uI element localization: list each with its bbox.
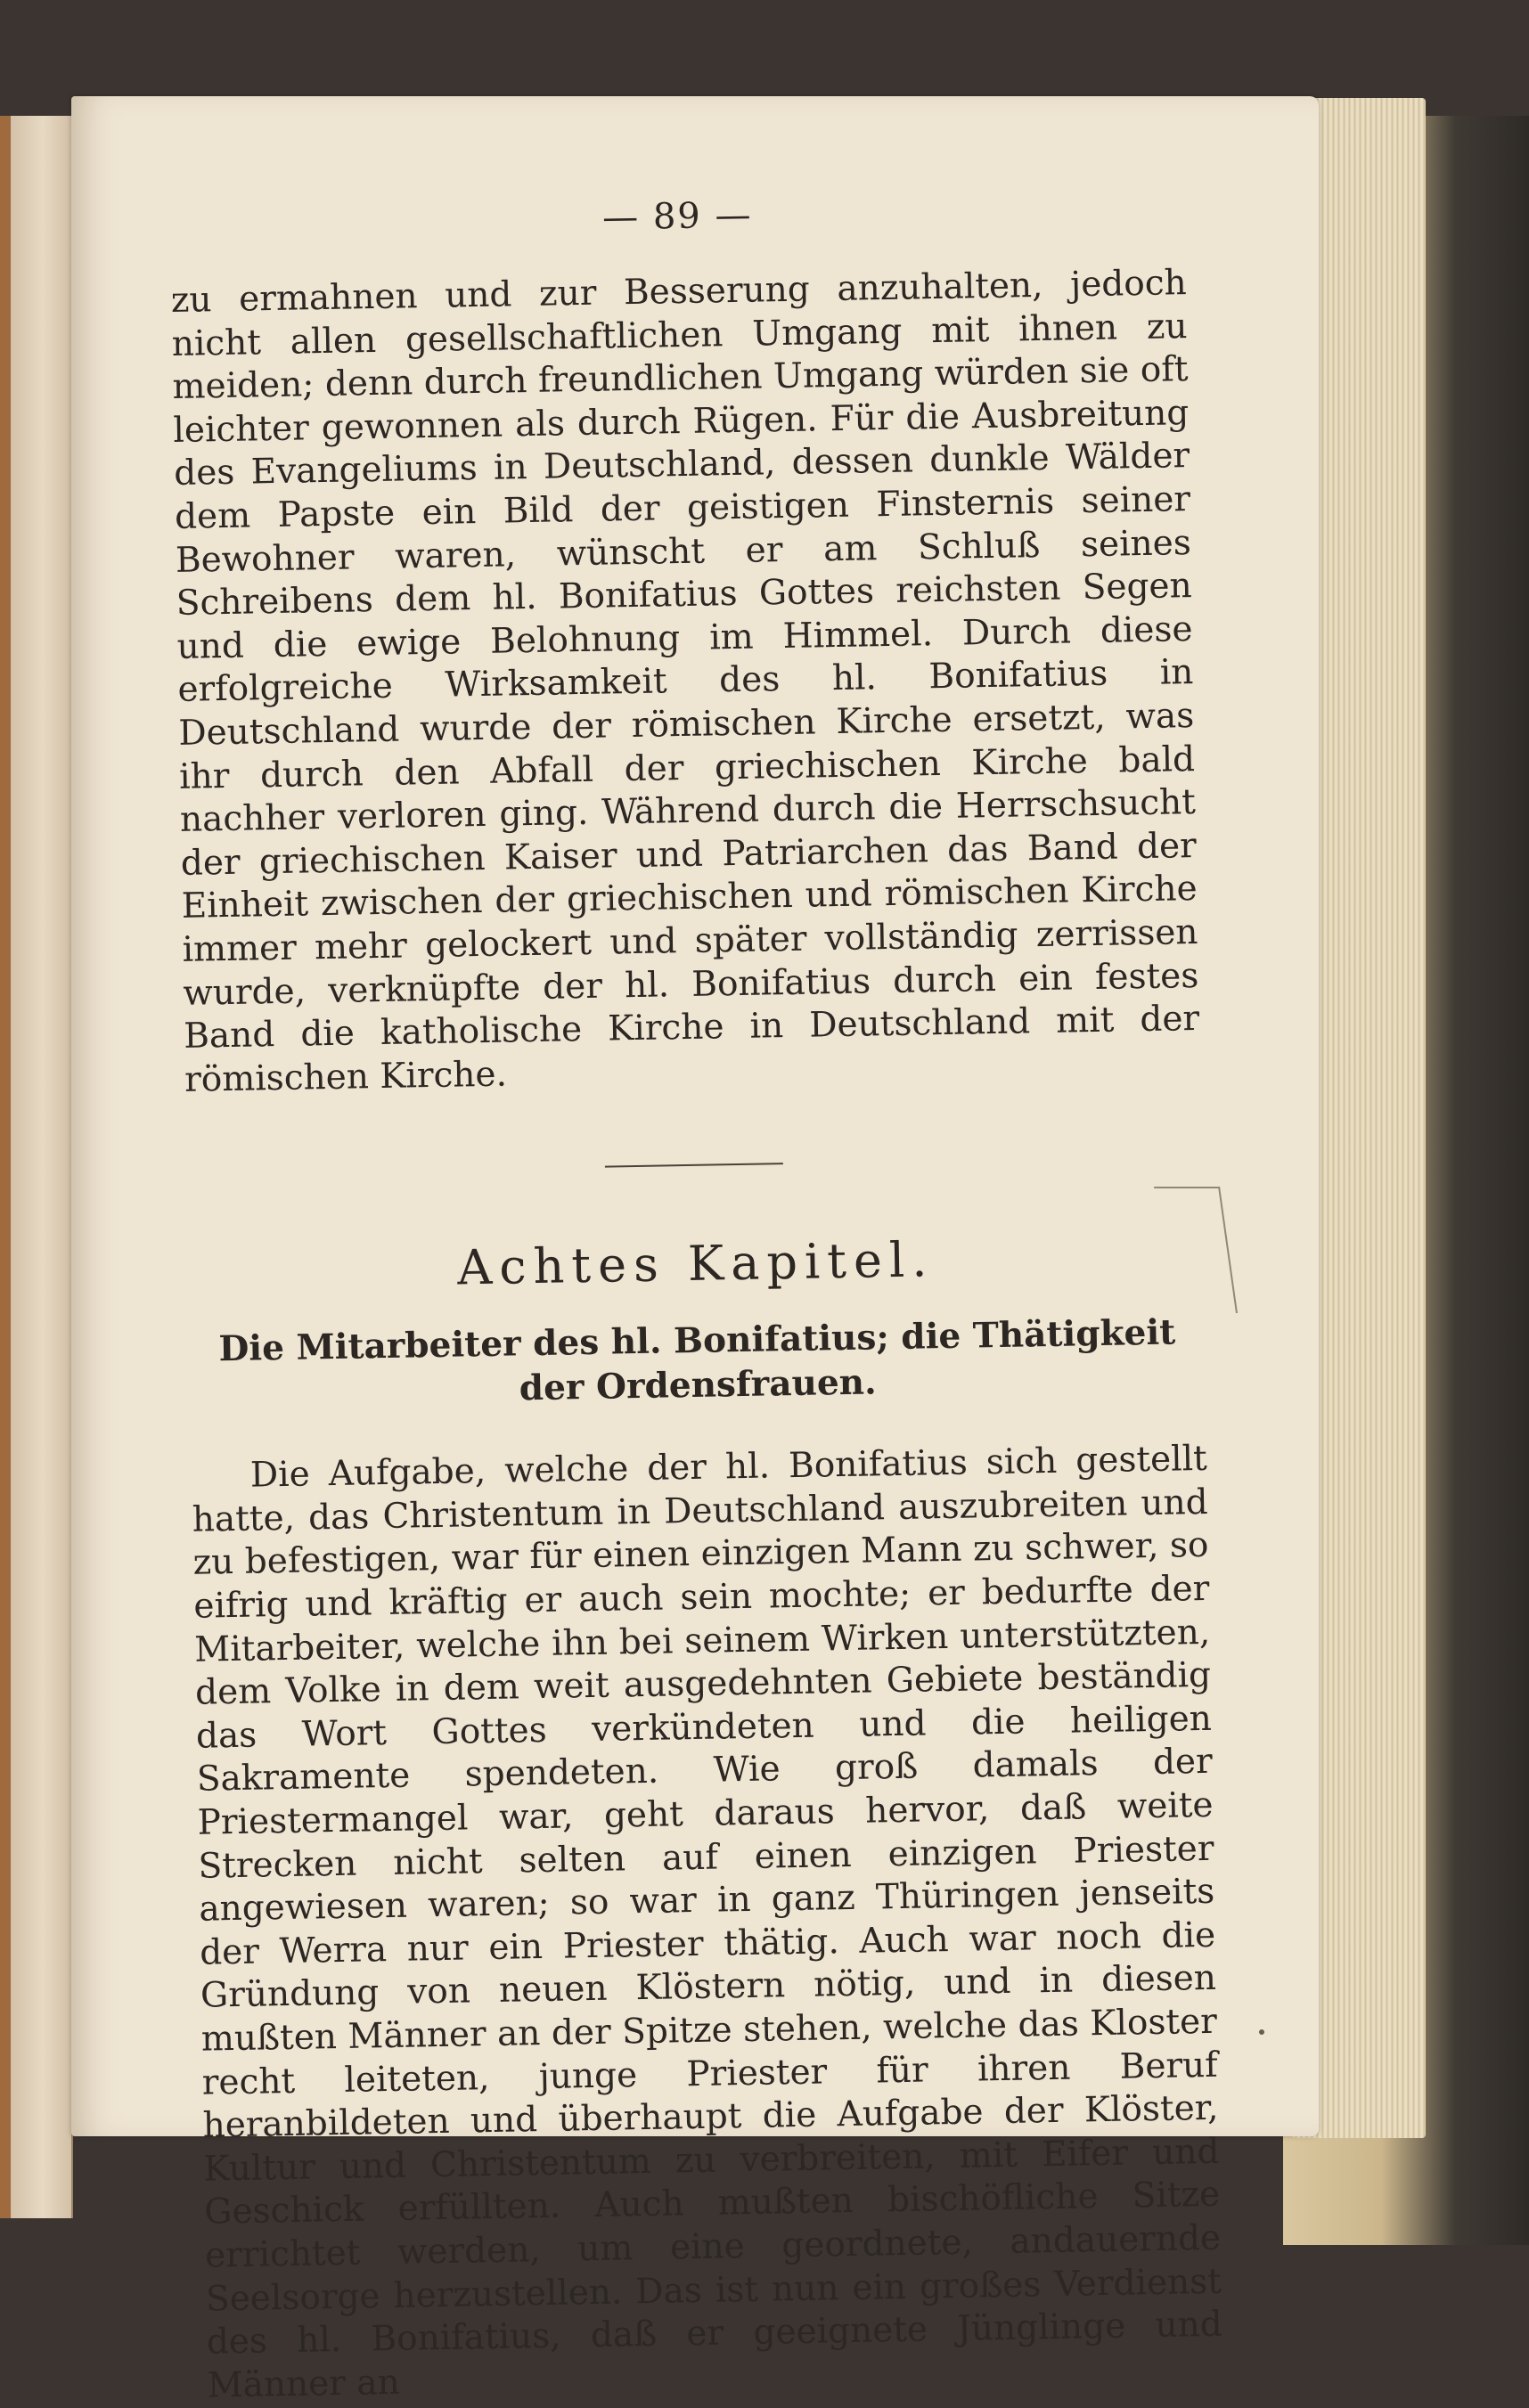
page-number: — 89 — [601,194,753,239]
chapter-paragraph: Die Aufgabe, welche der hl. Bonifatius sich gestellt hatte, das Christentum in Deutschland auszubreiten und zu befestigen, war für einen einzigen Mann zu schwer, so eifrig und kräftig er auch sein mochte; er bedurfte der Mitarbeiter, welche ihn bei seinem Wirken unterstützten, dem Volke in dem weit ausgedehnten Gebiete beständig das Wort Gottes verkündeten und die heiligen Sakramente spendeten. Wie groß damals der Priestermangel war, geht daraus hervor, daß weite Strecken nicht selten auf einen einzigen Priester angewiesen waren; so war in ganz Thüringen jenseits der Werra nur ein Priester thätig. Auch war noch die Gründung von neuen Klöstern nötig, und in diesen mußten Männer an der Spitze stehen, welche das Kloster recht leiteten, junge Priester für ihren Beruf heranbildeten und überhaupt die Aufgabe der Klöster, Kultur und Christentum zu verbreiten, mit Eifer und Geschick erfüllten. Auch mußten bischöfliche Sitze errichtet werden, um eine geordnete, andauernde Seelsorge herzustellen. Das ist nun ein großes Verdienst des hl. Bonifatius, daß er geeignete Jünglinge und Männer an [192,1439,1223,2406]
left-binding-edge [0,116,11,2218]
left-page-edge [0,116,73,2218]
section-divider [605,1163,783,1167]
chapter-subtitle: Die Mitarbeiter des hl. Bonifatius; die Thätigkeit der Ordensfrauen. [218,1311,1176,1409]
ink-spot [1259,2029,1264,2035]
page-content [169,187,1223,2408]
paragraph-continuation: zu ermahnen und zur Besserung anzuhalten, jedoch nicht allen gesellschaftlichen Umgang mit ihnen zu meiden; denn durch freundlichen Umgang würden sie oft leichter gewonnen als durch Rügen. Für die Ausbreitung des Evangeliums in Deutschland, dessen dunkle Wälder dem Papste ein Bild der geistigen Finsternis seiner Bewohner waren, wünscht er am Schluß seines Schreibens dem hl. Bonifatius Gottes reichsten Segen und die ewige Belohnung im Himmel. Durch diese erfolgreiche Wirksamkeit des hl. Bonifatius in Deutschland wurde der römischen Kirche ersetzt, was ihr durch den Abfall der griechischen Kirche bald nachher verloren ging. Während durch die Herrschsucht der griechischen Kaiser und Patriarchen das Band der Einheit zwischen der griechischen und römischen Kirche immer mehr gelockert und später vollständig zerrissen wurde, verknüpfte der hl. Bonifatius durch ein festes Band die katholische Kirche in Deutschland mit der römischen Kirche. [170,263,1200,1100]
chapter-title: Achtes Kapitel. [456,1231,935,1296]
